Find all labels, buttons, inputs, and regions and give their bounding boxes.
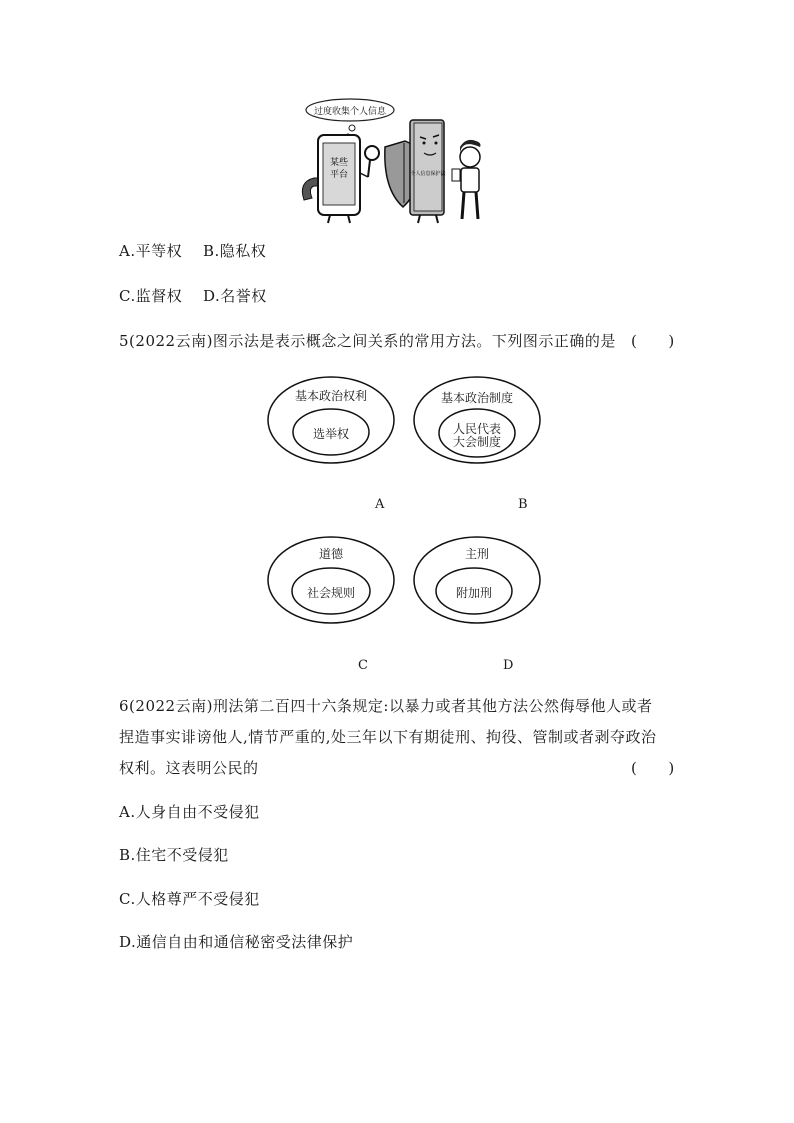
q6-stem-line2: 捏造事实诽谤他人,情节严重的,处三年以下有期徒刑、拘役、管制或者剥夺政治 [119, 728, 657, 746]
diagram-a-letter: A [375, 497, 385, 512]
q5-stem: 5(2022云南)图示法是表示概念之间关系的常用方法。下列图示正确的是 [119, 332, 616, 350]
diagram-b [412, 375, 542, 465]
phone-label-line2: 平台 [329, 170, 349, 180]
diagram-d-outer-label: 主刑 [464, 547, 489, 561]
diagram-d-letter: D [503, 658, 514, 673]
diagram-c-outer-label: 道德 [318, 547, 343, 561]
q6-stem-line3: 权利。这表明公民的 [119, 759, 259, 777]
diagram-a [266, 375, 396, 465]
diagram-c [266, 535, 396, 625]
privacy-cartoon-illustration [290, 95, 500, 225]
q4-option-a: A.平等权 [119, 242, 183, 260]
diagram-b-inner-label-line2: 大会制度 [452, 435, 501, 449]
diagram-a-outer-label: 基本政治权利 [294, 389, 367, 403]
diagram-b-letter: B [518, 497, 528, 512]
book-label: 个人信息保护法 [410, 171, 446, 177]
diagram-c-inner-label: 社会规则 [306, 586, 355, 600]
diagram-c-letter: C [358, 658, 368, 673]
diagram-a-inner-label: 选举权 [312, 427, 349, 441]
q4-option-b: B.隐私权 [203, 242, 267, 260]
diagram-d [412, 535, 542, 625]
speech-bubble-text: 过度收集个人信息 [313, 107, 387, 117]
diagram-b-inner-label-line1: 人民代表 [452, 422, 501, 436]
q6-stem-line1: 6(2022云南)刑法第二百四十六条规定:以暴力或者其他方法公然侮辱他人或者 [119, 697, 653, 715]
q6-option-a: A.人身自由不受侵犯 [119, 803, 260, 821]
q5-answer-paren: ( ) [631, 332, 675, 350]
q4-option-c: C.监督权 [119, 287, 183, 305]
diagram-b-outer-label: 基本政治制度 [440, 391, 513, 405]
phone-label-line1: 某些 [329, 158, 349, 168]
q4-option-d: D.名誉权 [203, 287, 267, 305]
q6-option-d: D.通信自由和通信秘密受法律保护 [119, 933, 354, 951]
diagram-d-inner-label: 附加刑 [455, 586, 492, 600]
q6-answer-paren: ( ) [631, 759, 675, 777]
q6-option-c: C.人格尊严不受侵犯 [119, 890, 260, 908]
q6-option-b: B.住宅不受侵犯 [119, 846, 229, 864]
